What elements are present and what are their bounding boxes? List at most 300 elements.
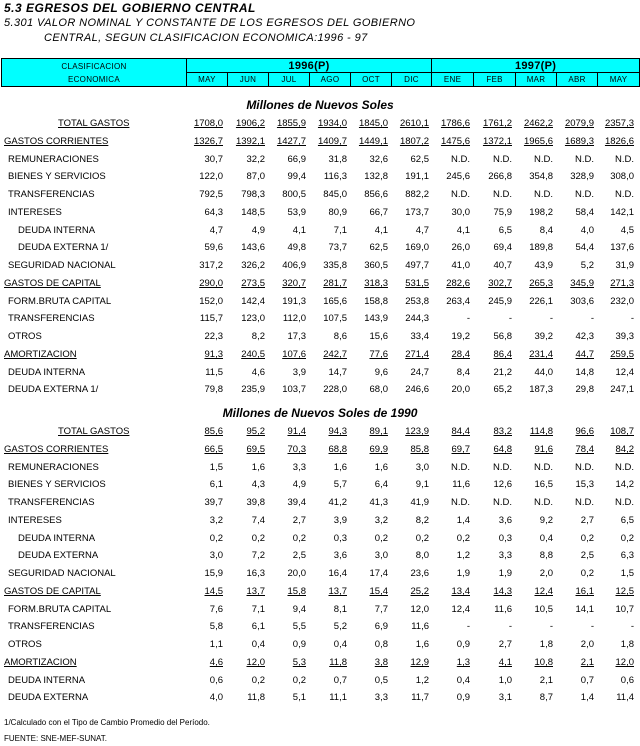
row-value: 0,4: [251, 639, 265, 650]
row-value: 99,4: [287, 171, 306, 183]
row-label: GASTOS DE CAPITAL: [4, 585, 101, 597]
row-value: 1826,6: [604, 135, 634, 147]
row-value: 11,6: [411, 621, 429, 633]
row-label: GASTOS DE CAPITAL: [4, 277, 101, 289]
row-label: TRANSFERENCIAS: [8, 313, 95, 325]
row-value: 798,3: [241, 189, 265, 200]
table-row: [0, 347, 640, 365]
row-value: N.D.: [615, 153, 634, 165]
row-value: 28,4: [451, 348, 470, 360]
row-value: 1,1: [209, 639, 223, 650]
row-value: 22,3: [204, 331, 223, 342]
row-value: N.D.: [493, 153, 512, 165]
row-value: 7,2: [251, 550, 265, 562]
row-value: 115,7: [199, 313, 223, 325]
footnote: 1/Calculado con el Tipo de Cambio Promedio del Período.: [4, 718, 210, 727]
row-value: 20,0: [451, 384, 470, 396]
row-value: 246,6: [405, 384, 429, 396]
row-value: 89,1: [369, 426, 388, 437]
row-value: 107,6: [282, 348, 306, 360]
row-label: SEGURIDAD NACIONAL: [8, 260, 116, 271]
month-header: MAR: [516, 73, 557, 87]
row-value: 0,2: [374, 532, 388, 544]
row-value: 0,2: [580, 532, 594, 544]
row-value: 4,1: [456, 224, 470, 236]
row-value: 1326,7: [193, 135, 223, 147]
row-value: 4,7: [209, 224, 223, 236]
row-value: 148,5: [241, 206, 265, 218]
row-value: 2,7: [292, 514, 306, 526]
row-value: 845,0: [323, 189, 347, 200]
row-value: 3,6: [333, 550, 347, 562]
row-value: 800,5: [282, 189, 306, 200]
table-row: [0, 442, 640, 460]
row-value: 235,9: [241, 384, 265, 396]
row-value: 187,3: [529, 384, 553, 396]
row-value: 1427,7: [276, 135, 306, 147]
month-header: JUL: [269, 73, 310, 87]
row-value: 12,4: [615, 366, 634, 378]
row-value: 1845,0: [358, 118, 388, 129]
month-header: ABR: [557, 73, 598, 87]
row-value: 5,7: [333, 479, 347, 491]
table-row: [0, 655, 640, 673]
row-value: 69,4: [493, 242, 512, 254]
row-value: -: [549, 313, 553, 325]
table-header: [1, 58, 640, 87]
row-value: 9,2: [539, 514, 553, 526]
row-value: 5,1: [292, 692, 306, 704]
row-value: 7,4: [251, 514, 265, 526]
row-value: 3,2: [209, 514, 223, 526]
row-value: 59,6: [204, 242, 223, 254]
row-value: 9,4: [292, 603, 306, 615]
row-value: 4,1: [292, 224, 306, 236]
row-value: 12,4: [534, 585, 553, 597]
row-value: 0,9: [456, 639, 470, 650]
row-value: 1392,1: [235, 135, 265, 147]
row-value: 0,9: [456, 692, 470, 704]
row-value: 198,2: [529, 206, 553, 218]
row-value: 282,6: [446, 277, 470, 289]
row-value: 142,1: [610, 206, 634, 218]
row-value: 281,7: [323, 277, 347, 289]
row-label: SEGURIDAD NACIONAL: [8, 568, 116, 579]
row-value: 231,4: [529, 348, 553, 360]
row-value: 96,6: [575, 426, 594, 437]
section-title-nominal: Millones de Nuevos Soles: [246, 98, 394, 112]
row-value: 3,0: [209, 550, 223, 562]
month-header: ENE: [432, 73, 474, 87]
row-value: 11,6: [452, 479, 470, 491]
row-value: N.D.: [451, 189, 470, 200]
row-value: 6,5: [498, 224, 512, 236]
row-value: N.D.: [534, 497, 553, 508]
year-1997-header: 1997(P): [432, 59, 640, 73]
row-value: 1475,6: [440, 135, 470, 147]
table-row: [0, 134, 640, 152]
row-value: 108,7: [610, 426, 634, 437]
row-value: 84,4: [451, 426, 470, 437]
row-value: 226,1: [529, 295, 553, 307]
row-value: N.D.: [534, 153, 553, 165]
source-note: FUENTE: SNE-MEF-SUNAT.: [4, 734, 107, 743]
row-label: AMORTIZACION: [4, 656, 77, 668]
row-value: 259,5: [610, 348, 634, 360]
row-value: 0,7: [333, 674, 347, 686]
row-value: 3,3: [374, 692, 388, 704]
month-header: AGO: [310, 73, 351, 87]
row-value: 91,3: [204, 348, 223, 360]
row-value: 0,2: [209, 532, 223, 544]
row-value: 2,0: [539, 568, 553, 579]
row-value: 79,8: [204, 384, 223, 396]
row-value: 3,2: [374, 514, 388, 526]
row-value: 23,6: [410, 568, 429, 579]
row-value: 16,5: [534, 479, 553, 491]
row-value: 1,4: [456, 514, 470, 526]
row-value: 78,4: [575, 443, 594, 455]
row-value: 1965,6: [523, 135, 553, 147]
table-row: [0, 566, 640, 584]
row-value: -: [466, 313, 470, 325]
row-value: 0,2: [456, 532, 470, 544]
table-row: [0, 424, 640, 442]
row-value: -: [590, 621, 594, 633]
row-value: 3,9: [292, 366, 306, 378]
row-value: 80,9: [328, 206, 347, 218]
row-value: 4,6: [209, 656, 223, 668]
month-header: DIC: [392, 73, 432, 87]
month-header: MAY: [187, 73, 228, 87]
row-value: 266,8: [488, 171, 512, 183]
row-value: 6,1: [209, 479, 223, 491]
row-value: 4,7: [415, 224, 429, 236]
row-value: 317,2: [199, 260, 223, 271]
row-value: 30,0: [451, 206, 470, 218]
row-label: DEUDA INTERNA: [18, 532, 96, 544]
row-value: 14,1: [575, 603, 594, 615]
row-value: 84,2: [615, 443, 634, 455]
row-label: BIENES Y SERVICIOS: [8, 171, 106, 183]
row-value: 1855,9: [276, 118, 306, 129]
row-value: 11,4: [616, 692, 634, 704]
row-value: 69,7: [451, 443, 470, 455]
row-value: 3,0: [415, 461, 429, 473]
row-value: 0,3: [498, 532, 512, 544]
row-value: 16,3: [246, 568, 265, 579]
row-value: 360,5: [364, 260, 388, 271]
row-value: 29,8: [575, 384, 594, 396]
month-header: OCT: [351, 73, 392, 87]
economic-label: ECONOMICA: [67, 74, 121, 84]
row-value: N.D.: [451, 153, 470, 165]
row-value: 152,0: [199, 295, 223, 307]
row-value: 41,9: [410, 497, 429, 508]
row-value: N.D.: [615, 189, 634, 200]
row-value: N.D.: [575, 461, 594, 473]
table-row: [0, 477, 640, 495]
row-value: 328,9: [570, 171, 594, 183]
row-value: 107,5: [323, 313, 347, 325]
row-value: 5,8: [209, 621, 223, 633]
row-value: 87,0: [246, 171, 265, 183]
row-value: 39,2: [534, 331, 553, 342]
row-value: 43,9: [534, 260, 553, 271]
row-value: 95,2: [246, 426, 265, 437]
row-value: 4,1: [498, 656, 512, 668]
row-value: -: [590, 313, 594, 325]
row-value: 4,0: [580, 224, 594, 236]
month-header: JUN: [228, 73, 269, 87]
row-value: 112,0: [282, 313, 306, 325]
row-value: 132,8: [364, 171, 388, 183]
row-value: 8,0: [415, 550, 429, 562]
table-row: [0, 329, 640, 347]
row-value: 85,6: [204, 426, 223, 437]
row-value: 39,7: [204, 497, 223, 508]
row-value: 3,8: [374, 656, 388, 668]
row-value: 1,0: [498, 674, 512, 686]
row-value: 189,8: [529, 242, 553, 254]
row-value: 1,9: [498, 568, 512, 579]
row-value: 228,0: [323, 384, 347, 396]
table-row: [0, 169, 640, 187]
row-value: 244,3: [405, 313, 429, 325]
table-row: [0, 602, 640, 620]
row-value: 16,1: [575, 585, 594, 597]
row-value: 2,7: [498, 639, 512, 650]
row-value: 11,6: [494, 603, 512, 615]
row-value: 41,0: [451, 260, 470, 271]
row-value: 14,7: [328, 366, 347, 378]
classification-header: [2, 59, 187, 87]
row-value: N.D.: [575, 497, 594, 508]
row-value: 58,4: [575, 206, 594, 218]
row-value: 245,6: [446, 171, 470, 183]
table-row: [0, 495, 640, 513]
row-value: 191,1: [405, 171, 429, 183]
row-value: 8,2: [415, 514, 429, 526]
row-value: N.D.: [493, 497, 512, 508]
row-value: 6,9: [374, 621, 388, 633]
row-value: 158,8: [364, 295, 388, 307]
row-value: 11,5: [205, 366, 223, 378]
row-value: 245,9: [488, 295, 512, 307]
row-value: 303,6: [570, 295, 594, 307]
row-value: 1372,1: [482, 135, 512, 147]
row-value: 85,8: [410, 443, 429, 455]
row-value: 12,0: [615, 656, 634, 668]
row-value: 1,2: [456, 550, 470, 562]
row-value: 143,6: [241, 242, 265, 254]
row-value: 1906,2: [235, 118, 265, 129]
row-value: 15,4: [369, 585, 388, 597]
row-value: 137,6: [610, 242, 634, 254]
row-label: OTROS: [8, 639, 42, 650]
row-value: 14,5: [204, 585, 223, 597]
row-value: 318,3: [364, 277, 388, 289]
row-value: 320,7: [282, 277, 306, 289]
row-value: 0,2: [620, 532, 634, 544]
row-value: 41,3: [369, 497, 388, 508]
row-label: TOTAL GASTOS: [58, 426, 130, 437]
row-value: N.D.: [534, 461, 553, 473]
row-value: 17,4: [369, 568, 388, 579]
table-row: [0, 205, 640, 223]
row-value: 12,4: [451, 603, 470, 615]
row-value: 173,7: [405, 206, 429, 218]
row-value: 7,6: [209, 603, 223, 615]
row-value: 2,0: [580, 639, 594, 650]
row-value: 2079,9: [564, 118, 594, 129]
row-value: 265,3: [529, 277, 553, 289]
row-value: 3,3: [498, 550, 512, 562]
row-value: 2357,3: [604, 118, 634, 129]
row-value: 11,8: [247, 692, 265, 704]
row-value: 54,4: [575, 242, 594, 254]
row-value: 66,9: [287, 153, 306, 165]
row-value: 0,8: [374, 639, 388, 650]
row-value: 1449,1: [358, 135, 388, 147]
row-label: GASTOS CORRIENTES: [4, 443, 109, 455]
row-value: 32,2: [246, 153, 265, 165]
row-value: 9,1: [415, 479, 429, 491]
month-header: MAY: [598, 73, 640, 87]
row-label: TRANSFERENCIAS: [8, 189, 95, 200]
row-value: 169,0: [405, 242, 429, 254]
row-value: 792,5: [199, 189, 223, 200]
row-value: 49,8: [287, 242, 306, 254]
row-value: 44,0: [534, 366, 553, 378]
row-value: 406,9: [282, 260, 306, 271]
row-value: 354,8: [529, 171, 553, 183]
row-label: TRANSFERENCIAS: [8, 621, 95, 633]
row-value: 290,0: [199, 277, 223, 289]
year-1996-header: 1996(P): [187, 59, 432, 73]
row-value: -: [508, 313, 512, 325]
row-label: FORM.BRUTA CAPITAL: [8, 295, 112, 307]
row-value: 31,8: [328, 153, 347, 165]
row-value: 1,6: [333, 461, 347, 473]
row-value: 335,8: [323, 260, 347, 271]
row-value: 56,8: [493, 331, 512, 342]
row-value: 1934,0: [317, 118, 347, 129]
row-value: 1,2: [415, 674, 429, 686]
row-value: 33,4: [410, 331, 429, 342]
table-title-line1: 5.301 VALOR NOMINAL Y CONSTANTE DE LOS EGRESOS DEL GOBIERNO: [4, 17, 416, 29]
row-value: 20,0: [287, 568, 306, 579]
row-value: 1,5: [209, 461, 223, 473]
row-value: 62,5: [410, 153, 429, 165]
row-label: DEUDA EXTERNA 1/: [8, 384, 99, 396]
row-value: 1,6: [415, 639, 429, 650]
row-value: 326,2: [241, 260, 265, 271]
row-value: 165,6: [323, 295, 347, 307]
row-value: 65,2: [493, 384, 512, 396]
row-value: N.D.: [575, 153, 594, 165]
row-value: 6,3: [620, 550, 634, 562]
row-value: 3,6: [498, 514, 512, 526]
row-value: 8,8: [539, 550, 553, 562]
row-value: 2,7: [580, 514, 594, 526]
table-row: [0, 294, 640, 312]
row-value: 32,6: [369, 153, 388, 165]
row-label: GASTOS CORRIENTES: [4, 135, 109, 147]
row-value: 2,1: [580, 656, 594, 668]
row-value: 13,7: [328, 585, 347, 597]
row-value: 5,5: [292, 621, 306, 633]
row-value: 21,2: [493, 366, 512, 378]
row-value: N.D.: [451, 497, 470, 508]
row-value: 64,8: [493, 443, 512, 455]
row-value: 11,7: [411, 692, 429, 704]
row-value: 497,7: [405, 260, 429, 271]
table-row: [0, 548, 640, 566]
row-value: 0,6: [209, 674, 223, 686]
row-value: 12,0: [246, 656, 265, 668]
row-value: 12,5: [615, 585, 634, 597]
row-value: 6,5: [620, 514, 634, 526]
row-label: INTERESES: [8, 206, 62, 218]
row-value: 6,4: [374, 479, 388, 491]
table-row: [0, 531, 640, 549]
row-value: 3,1: [498, 692, 512, 704]
table-row: [0, 223, 640, 241]
row-label: DEUDA EXTERNA 1/: [18, 242, 109, 254]
table-row: [0, 240, 640, 258]
row-value: 83,2: [493, 426, 512, 437]
table-title-line2: CENTRAL, SEGUN CLASIFICACION ECONOMICA:1996 - 97: [44, 32, 368, 44]
row-value: 19,2: [451, 331, 470, 342]
row-value: 75,9: [493, 206, 512, 218]
row-value: 0,3: [333, 532, 347, 544]
row-value: 66,7: [369, 206, 388, 218]
row-value: 10,7: [615, 603, 634, 615]
row-value: N.D.: [575, 189, 594, 200]
row-value: 69,5: [246, 443, 265, 455]
row-value: 308,0: [610, 171, 634, 183]
row-value: 1,9: [456, 568, 470, 579]
row-value: 8,4: [456, 366, 470, 378]
row-value: 142,4: [241, 295, 265, 307]
row-value: 8,2: [251, 331, 265, 342]
row-value: 143,9: [364, 313, 388, 325]
row-value: 39,8: [246, 497, 265, 508]
row-value: N.D.: [615, 497, 634, 508]
table-row: [0, 690, 640, 708]
table-row: [0, 619, 640, 637]
row-value: 8,7: [539, 692, 553, 704]
row-value: 123,9: [405, 426, 429, 437]
table-row: [0, 276, 640, 294]
row-value: 4,3: [251, 479, 265, 491]
row-value: 0,4: [456, 674, 470, 686]
row-value: 1,8: [539, 639, 553, 650]
row-value: 14,2: [615, 479, 634, 491]
section-constant-rows: [0, 424, 640, 708]
row-label: INTERESES: [8, 514, 62, 526]
row-value: 2,5: [292, 550, 306, 562]
row-value: 8,6: [333, 331, 347, 342]
row-value: 64,3: [204, 206, 223, 218]
row-value: 94,3: [328, 426, 347, 437]
row-value: 1786,6: [440, 118, 470, 129]
row-value: 86,4: [493, 348, 512, 360]
row-value: 0,2: [292, 532, 306, 544]
row-value: 4,5: [620, 224, 634, 236]
row-value: 15,3: [575, 479, 594, 491]
